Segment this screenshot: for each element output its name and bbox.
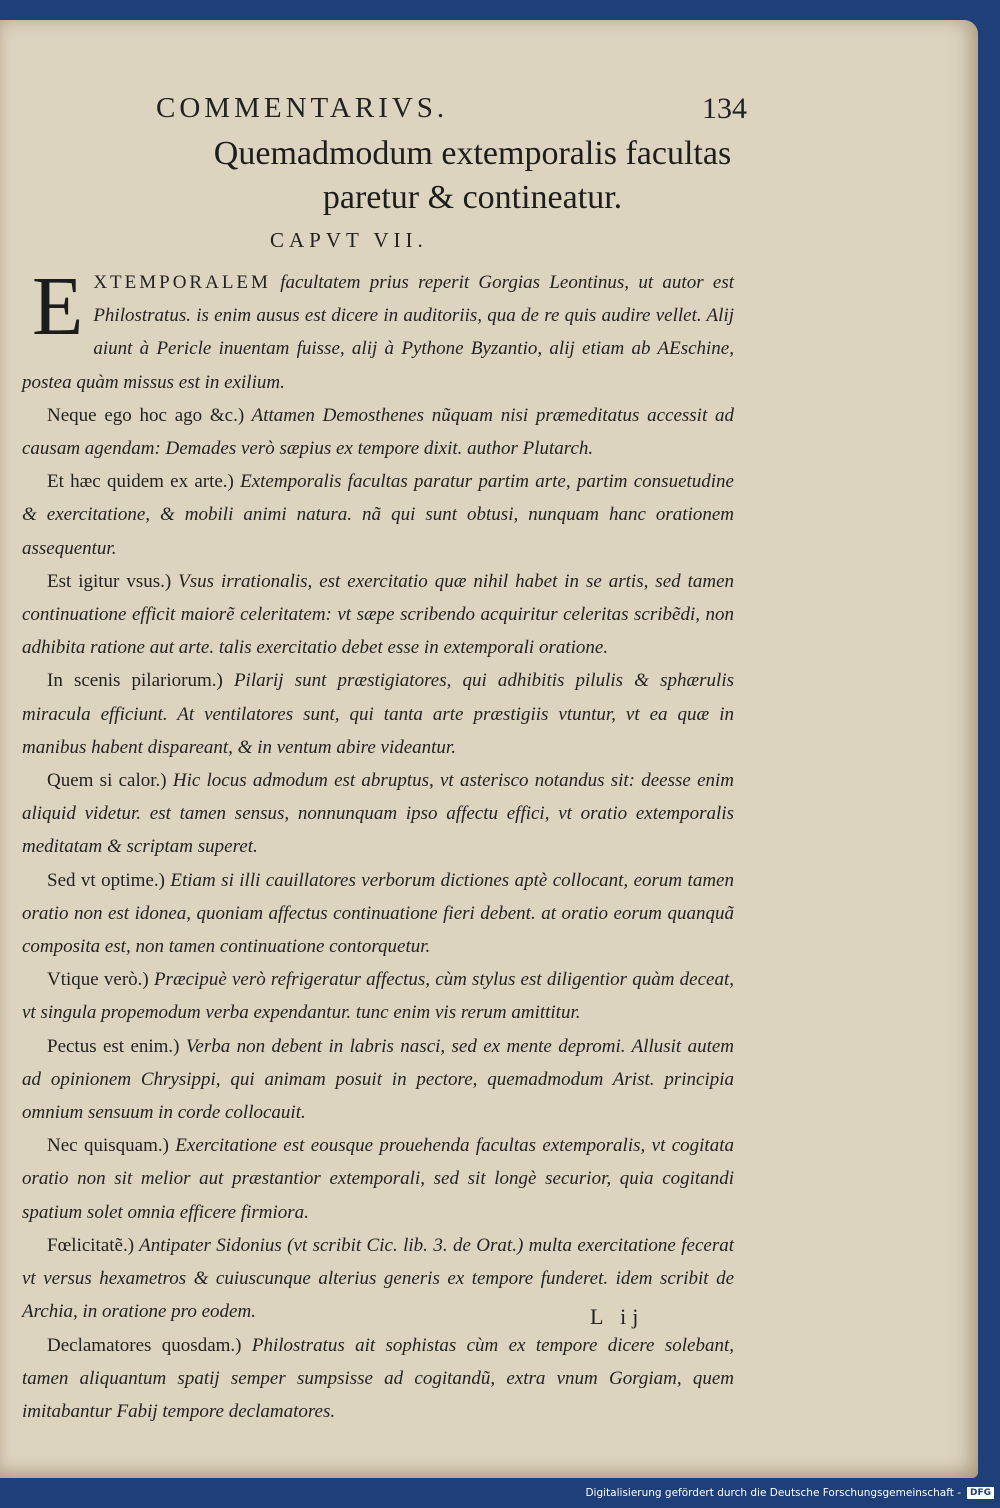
gloss: Præcipuè verò refrigeratur affectus, cùm stylus est diligentior quàm deceat, vt singula propemodum verba expendantur. tunc enim vis rerum amittitur. <box>22 969 734 1024</box>
lemma: Vtique verò.) <box>47 969 149 991</box>
gloss: Hic locus admodum est abruptus, vt asterisco notandus sit: deesse enim aliquid videtur. est tamen sensus, nonnunquam ipso affectu effici, vt oratio extemporalis meditatam & scriptam superet. <box>22 770 735 858</box>
gloss: Verba non debent in labris nasci, sed ex mente depromi. Allusit autem ad opinionem Chrysippi, qui animam posuit in pectore, quemadmodum Arist. principia omnium sensuum in corde collocauit. <box>22 1035 734 1124</box>
page-number: 134 <box>702 92 747 125</box>
paragraph <box>22 1329 734 1429</box>
lemma: Quem si calor.) <box>47 770 167 792</box>
gloss: Pilarij sunt præstigiatores, qui adhibitis pilulis & sphærulis miracula efficiunt. At ventilatores sunt, qui tanta arte præstigiis vtuntur, vt ea quæ in manibus habent dispareant, & in ventum abire videantur. <box>22 670 734 758</box>
lemma: Et hæc quidem ex arte.) <box>47 471 234 493</box>
footer-credit: Digitalisierung gefördert durch die Deutsche Forschungsgemeinschaft - <box>585 1487 961 1499</box>
lemma: Est igitur vsus.) <box>47 570 172 592</box>
dfg-logo-icon: DFG <box>967 1487 994 1499</box>
gloss: Vsus irrationalis, est exercitatio quæ nihil habet in se artis, sed tamen continuatione efficit maiorẽ celeritatem: vt sæpe scribendo acquiritur celeritas scribẽdi, non adhibita ratione aut arte. talis exercitatio debet esse in extemporali oratione. <box>22 570 734 659</box>
paragraph <box>22 764 734 864</box>
lemma: XTEMPORALEM <box>93 272 271 293</box>
paragraph <box>22 1030 734 1130</box>
paragraph <box>22 963 734 1029</box>
gloss: Attamen Demosthenes nũquam nisi præmeditatus accessit ad causam agendam: Demades verò sæpius ex tempore dixit. author Plutarch. <box>22 404 734 460</box>
gloss: Extemporalis facultas paratur partim arte, partim consuetudine & exercitatione, & mobili animi natura. nã qui sunt obtusi, nunquam hanc orationem assequentur. <box>22 471 734 559</box>
gloss: Exercitatione est eousque prouehenda facultas extemporalis, vt cogitata oratio non sit melior aut præstantior extemporali, sed sit longè securior, quia cogitandi spatium solet omnia efficere firmiora. <box>22 1135 734 1223</box>
lemma: Nec quisquam.) <box>47 1135 169 1157</box>
lemma: Sed vt optime.) <box>47 869 165 891</box>
chapter-heading: CAPVT VII. <box>270 228 428 252</box>
commentary-body <box>22 260 735 1428</box>
chapter-title-line-2: paretur & contineatur. <box>322 179 623 216</box>
gloss: Philostratus ait sophistas cùm ex tempore dicere solebant, tamen aliquantum spatij semper sumpsisse ad cogitandũ, extra vnum Gorgiam, quem imitabantur Fabij tempore declamatores. <box>22 1334 734 1422</box>
paragraph <box>22 1129 734 1229</box>
digitization-footer <box>585 1484 994 1502</box>
paragraph <box>22 565 734 665</box>
gloss: Antipater Sidonius (vt scribit Cic. lib. 3. de Orat.) multa exercitatione fecerat vt versus hexametros & cuiuscunque alterius generis ex tempore funderet. idem scribit de Archia, in oratione pro eodem. <box>22 1234 734 1323</box>
paragraph <box>22 864 734 964</box>
gloss: Etiam si illi cauillatores verborum dictiones aptè collocant, eorum tamen oratio non est idonea, quoniam affectus continuatione fieri debent. at oratio eorum quanquã composita est, non tamen continuatione contorquetur. <box>22 869 734 958</box>
signature-mark: L ij <box>590 1304 645 1329</box>
paragraph <box>22 260 734 399</box>
paragraph <box>22 664 734 764</box>
lemma: In scenis pilariorum.) <box>47 670 223 692</box>
lemma: Declamatores quosdam.) <box>47 1334 242 1356</box>
gloss: facultatem prius reperit Gorgias Leontinus, ut autor est Philostratus. is enim ausus est dicere in auditoriis, qua de re quis audire vellet. Alij aiunt à Pericle inuentam fuisse, alij à Pythone Byzantio, alij etiam ab AEschine, postea quàm missus est in exilium. <box>22 272 734 393</box>
paragraph <box>22 465 734 565</box>
lemma: Neque ego hoc ago &c.) <box>47 404 245 426</box>
paragraph <box>22 399 734 465</box>
lemma: Fœlicitatẽ.) <box>47 1234 135 1256</box>
running-head: COMMENTARIVS. <box>156 92 449 124</box>
lemma: Pectus est enim.) <box>47 1035 180 1057</box>
drop-cap: E <box>32 260 84 353</box>
chapter-title-line-1: Quemadmodum extemporalis facultas <box>213 135 732 172</box>
